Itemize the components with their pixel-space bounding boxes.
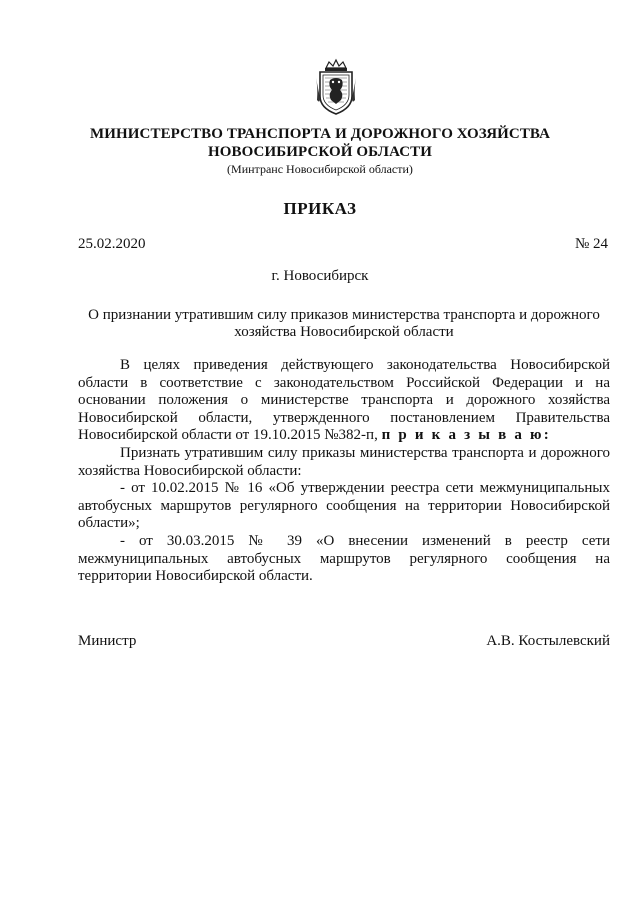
preamble-paragraph [78, 357, 610, 445]
organization-name-line1: МИНИСТЕРСТВО ТРАНСПОРТА И ДОРОЖНОГО ХОЗЯЙСТВА [89, 126, 551, 142]
decision-paragraph: Признать утратившим силу приказы министерства транспорта и дорожного хозяйства Новосибирской области: [78, 444, 610, 479]
document-subject: О признании утратившим силу приказов министерства транспорта и дорожного хозяйства Новосибирской области [88, 307, 600, 340]
document-date: 25.02.2020 [78, 236, 146, 252]
signatory-name: А.В. Костылевский [486, 633, 610, 649]
order-word: п р и к а з ы в а ю: [381, 427, 551, 444]
document-number: № 24 [574, 236, 608, 252]
coat-of-arms-icon [314, 58, 358, 116]
revoked-order-item: - от 30.03.2015 № 39 «О внесении изменений в реестр сети межмуниципальных автобусных маршрутов регулярного сообщения на территории Новосибирской области. [78, 532, 610, 585]
document-city: г. Новосибирск [271, 268, 369, 284]
revoked-order-item: - от 10.02.2015 № 16 «Об утверждении реестра сети межмуниципальных автобусных маршрутов регулярного сообщения на территории Новосибирской области»; [78, 480, 610, 532]
signatory-title: Министр [78, 633, 137, 649]
preamble-text: В целях приведения действующего законодательства Новосибирской области в соответствие с законодательством Российской Федерации и на основании положения о министерстве транспорта и дорожного хозяйства Новосибирской области, утвержденного постановлением Правительства Новосибирской области от 19.10.2015 №382-п, [78, 357, 610, 444]
organization-short-name: (Минтранс Новосибирской области) [227, 162, 413, 176]
document-type-title: ПРИКАЗ [283, 199, 357, 218]
document-body [78, 357, 610, 586]
organization-name-line2: НОВОСИБИРСКОЙ ОБЛАСТИ [207, 144, 433, 160]
signature-block [78, 633, 610, 650]
